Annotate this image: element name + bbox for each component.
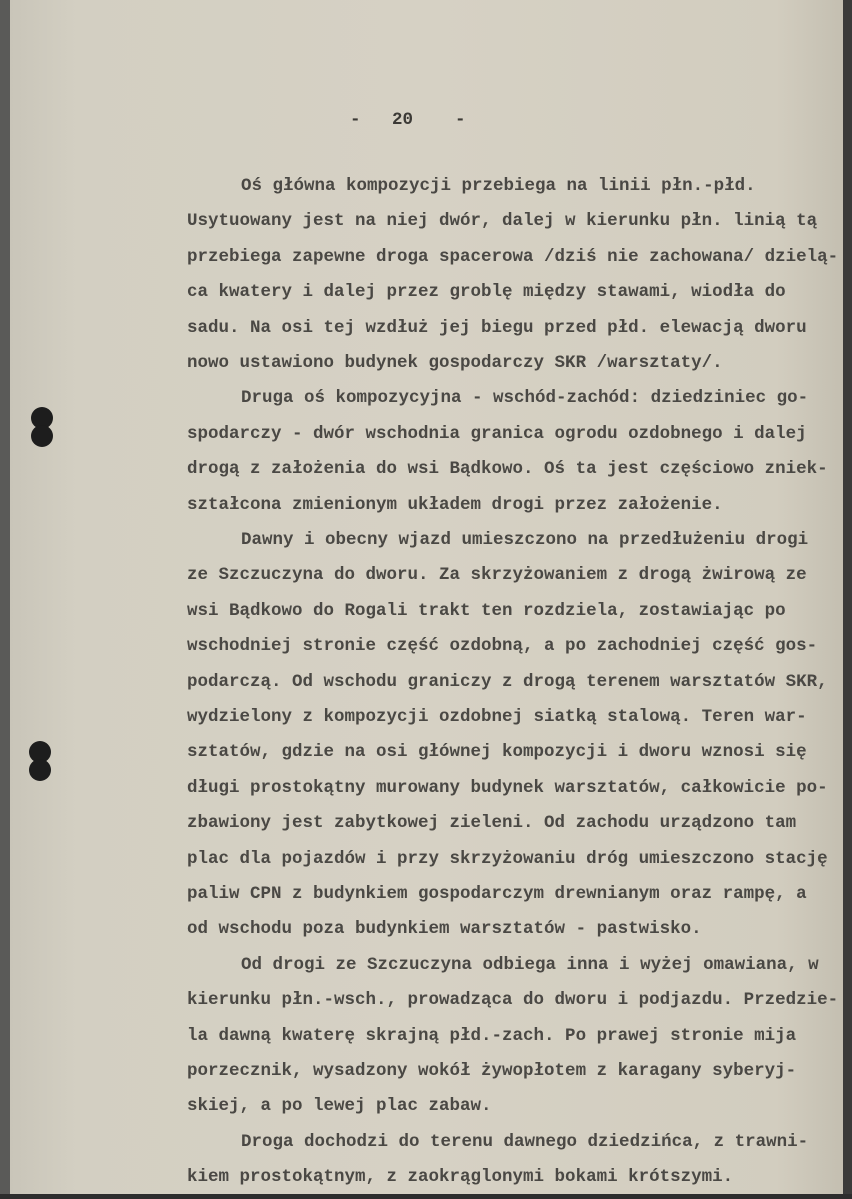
- punch-hole-icon: [29, 741, 51, 781]
- text-line: długi prostokątny murowany budynek warsztatów, całkowicie po-: [187, 777, 828, 798]
- text-line: nowo ustawiono budynek gospodarczy SKR /warsztaty/.: [187, 353, 723, 373]
- text-line: Dawny i obecny wjazd umieszczono na przedłużeniu drogi: [241, 530, 809, 550]
- scan-edge-bottom: [0, 1194, 852, 1199]
- text-line: ca kwatery i dalej przez groblę między stawami, wiodła do: [187, 282, 786, 303]
- text-line: Od drogi ze Szczuczyna odbiega inna i wyżej omawiana, w: [241, 954, 819, 975]
- text-line: Droga dochodzi do terenu dawnego dziedzińca, z trawni-: [241, 1131, 809, 1152]
- text-line: kiem prostokątnym, z zaokrąglonymi bokami krótszymi.: [187, 1167, 734, 1188]
- text-line: sztatów, gdzie na osi głównej kompozycji i dworu wznosi się: [187, 742, 807, 763]
- text-line: porzecznik, wysadzony wokół żywopłotem z karagany syberyj-: [187, 1061, 797, 1081]
- text-line: wschodniej stronie część ozdobną, a po zachodniej część gos-: [187, 636, 818, 657]
- text-line: paliw CPN z budynkiem gospodarczym drewnianym oraz rampę, a: [187, 884, 807, 904]
- page-number: - 20 -: [350, 110, 466, 130]
- scan-edge-left: [0, 0, 10, 1199]
- text-line: Oś główna kompozycji przebiega na linii płn.-płd.: [241, 176, 756, 196]
- text-line: przebiega zapewne droga spacerowa /dziś nie zachowana/ dzielą-: [187, 246, 839, 267]
- text-line: wydzielony z kompozycji ozdobnej siatką stalową. Teren war-: [187, 707, 807, 727]
- text-line: zbawiony jest zabytkowej zieleni. Od zachodu urządzono tam: [187, 813, 797, 834]
- text-line: skiej, a po lewej plac zabaw.: [187, 1096, 492, 1117]
- text-line: wsi Bądkowo do Rogali trakt ten rozdziela, zostawiając po: [187, 600, 786, 621]
- scan-edge-right: [843, 0, 852, 1199]
- text-line: Usytuowany jest na niej dwór, dalej w kierunku płn. linią tą: [187, 211, 818, 232]
- text-line: spodarczy - dwór wschodnia granica ogrodu ozdobnego i dalej: [187, 423, 807, 444]
- text-line: kierunku płn.-wsch., prowadząca do dworu i podjazdu. Przedzie-: [187, 990, 839, 1011]
- text-line: podarczą. Od wschodu graniczy z drogą terenem warsztatów SKR,: [187, 671, 828, 692]
- text-line: od wschodu poza budynkiem warsztatów - pastwisko.: [187, 919, 702, 940]
- text-line: Druga oś kompozycyjna - wschód-zachód: dziedziniec go-: [241, 388, 809, 409]
- text-line: sadu. Na osi tej wzdłuż jej biegu przed płd. elewacją dworu: [187, 317, 807, 338]
- text-line: ształcona zmienionym układem drogi przez założenie.: [187, 494, 723, 515]
- text-line: plac dla pojazdów i przy skrzyżowaniu dróg umieszczono stację: [187, 848, 828, 869]
- text-line: ze Szczuczyna do dworu. Za skrzyżowaniem z drogą żwirową ze: [187, 565, 807, 586]
- text-line: drogą z założenia do wsi Bądkowo. Oś ta jest częściowo zniek-: [187, 459, 828, 480]
- punch-hole-icon: [31, 407, 53, 447]
- text-line: la dawną kwaterę skrajną płd.-zach. Po prawej stronie mija: [187, 1025, 797, 1046]
